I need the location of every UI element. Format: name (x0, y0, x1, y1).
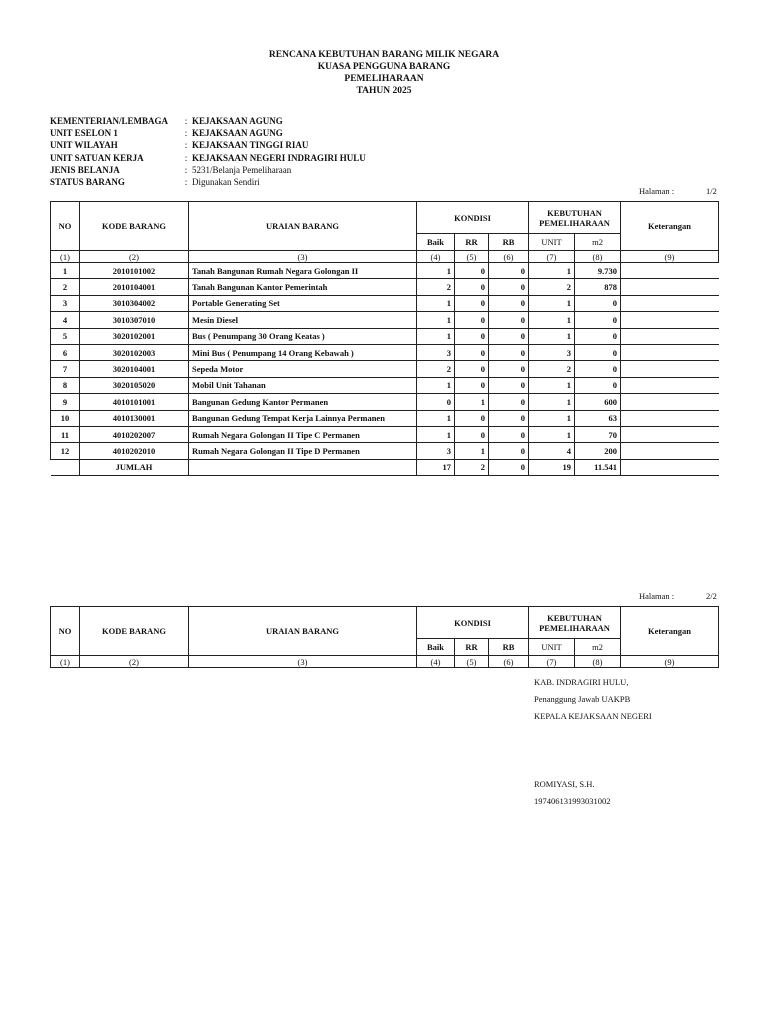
table-body (51, 263, 719, 460)
cell-uraian: Portable Generating Set (189, 295, 417, 311)
col-header-kode: KODE BARANG (80, 607, 189, 656)
cell-unit: 1 (529, 295, 575, 311)
cell-rr: 1 (455, 394, 489, 410)
cell-m2: 0 (575, 377, 621, 393)
cell-no: 7 (51, 361, 80, 377)
signature-nip: 197406131993031002 (534, 796, 611, 806)
cell-kode: 4010101001 (80, 394, 189, 410)
cell-rb: 0 (489, 263, 529, 279)
info-value: KEJAKSAAN AGUNG (192, 116, 283, 126)
cell-m2: 0 (575, 328, 621, 344)
col-header-kondisi: KONDISI (417, 202, 529, 234)
cell-baik: 1 (417, 295, 455, 311)
cell-no: 5 (51, 328, 80, 344)
cell-unit: 1 (529, 377, 575, 393)
cell-rr: 0 (455, 263, 489, 279)
col-header-no: NO (51, 202, 80, 251)
cell-rb: 0 (489, 279, 529, 295)
cell-kode: 2010101002 (80, 263, 189, 279)
cell-keterangan (621, 279, 719, 295)
cell-unit: 1 (529, 410, 575, 426)
cell-unit: 1 (529, 394, 575, 410)
cell-unit: 4 (529, 443, 575, 459)
col-header-kebutuhan: KEBUTUHAN PEMELIHARAAN (529, 607, 621, 639)
cell-rb: 0 (489, 295, 529, 311)
info-value: KEJAKSAAN AGUNG (192, 128, 283, 139)
document-title (0, 49, 768, 97)
cell-m2: 878 (575, 279, 621, 295)
cell-m2: 600 (575, 394, 621, 410)
table-row (51, 410, 719, 426)
cell-rb: 0 (489, 312, 529, 328)
signature-position: KEPALA KEJAKSAAN NEGERI (534, 711, 652, 721)
cell-rb: 0 (489, 377, 529, 393)
cell-unit: 1 (529, 263, 575, 279)
total-unit: 19 (529, 459, 575, 475)
cell-unit: 1 (529, 328, 575, 344)
table-row (51, 394, 719, 410)
cell-rb: 0 (489, 361, 529, 377)
cell-unit: 2 (529, 279, 575, 295)
title-line-2: KUASA PENGGUNA BARANG (317, 62, 451, 72)
table-row (51, 426, 719, 442)
cell-no: 11 (51, 426, 80, 442)
cell-m2: 0 (575, 312, 621, 328)
cell-keterangan (621, 361, 719, 377)
cell-m2: 0 (575, 344, 621, 360)
info-key: UNIT ESELON 1 (50, 128, 118, 139)
cell-m2: 0 (575, 295, 621, 311)
cell-uraian: Bangunan Gedung Kantor Permanen (189, 394, 417, 410)
cell-baik: 1 (417, 410, 455, 426)
info-row-kementerian: KEMENTERIAN/LEMBAGA : KEJAKSAAN AGUNG (50, 116, 283, 126)
cell-uraian: Tanah Bangunan Kantor Pemerintah (189, 279, 417, 295)
cell-m2: 63 (575, 410, 621, 426)
cell-baik: 3 (417, 344, 455, 360)
cell-kode: 2010104001 (80, 279, 189, 295)
cell-kode: 3020104001 (80, 361, 189, 377)
table-row (51, 279, 719, 295)
info-row-wilayah: UNIT WILAYAH : KEJAKSAAN TINGGI RIAU (50, 140, 309, 151)
cell-uraian: Rumah Negara Golongan II Tipe D Permanen (189, 443, 417, 459)
cell-no: 4 (51, 312, 80, 328)
cell-keterangan (621, 263, 719, 279)
col-header-kebutuhan: KEBUTUHAN PEMELIHARAAN (529, 202, 621, 234)
cell-unit: 2 (529, 361, 575, 377)
cell-unit: 1 (529, 426, 575, 442)
asset-table-page-1 (50, 201, 719, 476)
header-row (51, 607, 719, 639)
signature-role: Penanggung Jawab UAKPB (534, 694, 631, 704)
cell-keterangan (621, 295, 719, 311)
cell-unit: 1 (529, 312, 575, 328)
cell-baik: 2 (417, 361, 455, 377)
cell-rr: 0 (455, 328, 489, 344)
col-header-baik: Baik (417, 639, 455, 656)
col-header-m2: m2 (575, 234, 621, 251)
col-header-keterangan: Keterangan (621, 202, 719, 251)
cell-rr: 0 (455, 377, 489, 393)
cell-m2: 200 (575, 443, 621, 459)
cell-uraian: Rumah Negara Golongan II Tipe C Permanen (189, 426, 417, 442)
asset-table-page-2 (50, 606, 719, 668)
col-header-rr: RR (455, 234, 489, 251)
table-row (51, 295, 719, 311)
cell-uraian: Bangunan Gedung Tempat Kerja Lainnya Permanen (189, 410, 417, 426)
cell-m2: 9.730 (575, 263, 621, 279)
info-row-status-barang: STATUS BARANG : Digunakan Sendiri (50, 177, 260, 188)
col-header-keterangan: Keterangan (621, 607, 719, 656)
header-info (50, 115, 366, 188)
cell-no: 1 (51, 263, 80, 279)
table-row (51, 443, 719, 459)
header-row (51, 202, 719, 234)
cell-rr: 0 (455, 279, 489, 295)
cell-no: 6 (51, 344, 80, 360)
cell-rb: 0 (489, 394, 529, 410)
cell-uraian: Mini Bus ( Penumpang 14 Orang Kebawah ) (189, 344, 417, 360)
cell-no: 8 (51, 377, 80, 393)
title-line-3: PEMELIHARAAN (344, 74, 424, 84)
col-header-rb: RB (489, 639, 529, 656)
table-row (51, 263, 719, 279)
cell-rb: 0 (489, 344, 529, 360)
col-header-kondisi: KONDISI (417, 607, 529, 639)
signature-block (534, 674, 652, 810)
info-key: UNIT WILAYAH (50, 140, 118, 151)
table-row (51, 377, 719, 393)
cell-keterangan (621, 344, 719, 360)
col-header-baik: Baik (417, 234, 455, 251)
col-header-rb: RB (489, 234, 529, 251)
col-header-m2: m2 (575, 639, 621, 656)
cell-uraian: Tanah Bangunan Rumah Negara Golongan II (189, 263, 417, 279)
signature-name: ROMIYASI, S.H. (534, 779, 595, 789)
total-rr: 2 (455, 459, 489, 475)
title-line-4: TAHUN 2025 (356, 86, 412, 96)
cell-baik: 0 (417, 394, 455, 410)
col-header-kode: KODE BARANG (80, 202, 189, 251)
info-key: UNIT SATUAN KERJA (50, 152, 144, 163)
cell-baik: 3 (417, 443, 455, 459)
cell-kode: 3020102001 (80, 328, 189, 344)
info-row-eselon: UNIT ESELON 1 : KEJAKSAAN AGUNG (50, 128, 283, 139)
cell-no: 3 (51, 295, 80, 311)
table-row (51, 328, 719, 344)
cell-kode: 3010304002 (80, 295, 189, 311)
cell-m2: 0 (575, 361, 621, 377)
cell-no: 10 (51, 410, 80, 426)
col-header-uraian: URAIAN BARANG (189, 607, 417, 656)
col-header-uraian: URAIAN BARANG (189, 202, 417, 251)
cell-rb: 0 (489, 410, 529, 426)
cell-no: 2 (51, 279, 80, 295)
halaman-label: Halaman : (639, 186, 675, 196)
cell-keterangan (621, 312, 719, 328)
cell-kode: 4010202007 (80, 426, 189, 442)
cell-kode: 3010307010 (80, 312, 189, 328)
cell-rr: 1 (455, 443, 489, 459)
info-key: KEMENTERIAN/LEMBAGA (50, 116, 169, 126)
info-value: KEJAKSAAN NEGERI INDRAGIRI HULU (192, 152, 366, 163)
cell-unit: 3 (529, 344, 575, 360)
info-value: Digunakan Sendiri (192, 177, 260, 188)
table-row (51, 312, 719, 328)
table-row (51, 361, 719, 377)
cell-baik: 1 (417, 312, 455, 328)
cell-kode: 3020102003 (80, 344, 189, 360)
cell-uraian: Mesin Diesel (189, 312, 417, 328)
cell-m2: 70 (575, 426, 621, 442)
cell-baik: 2 (417, 279, 455, 295)
halaman-label: Halaman : (639, 591, 675, 601)
col-header-no: NO (51, 607, 80, 656)
cell-kode: 4010202010 (80, 443, 189, 459)
col-header-unit: UNIT (529, 639, 575, 656)
info-key: STATUS BARANG (50, 177, 125, 188)
cell-baik: 1 (417, 377, 455, 393)
table-row (51, 344, 719, 360)
cell-uraian: Mobil Unit Tahanan (189, 377, 417, 393)
column-number-row: (1) (2) (3) (4) (5) (6) (7) (8) (9) (51, 656, 719, 668)
cell-uraian: Sepeda Motor (189, 361, 417, 377)
cell-kode: 3020105020 (80, 377, 189, 393)
cell-keterangan (621, 410, 719, 426)
info-row-satuan-kerja: UNIT SATUAN KERJA : KEJAKSAAN NEGERI INDRAGIRI HULU (50, 152, 366, 163)
cell-rr: 0 (455, 312, 489, 328)
info-key: JENIS BELANJA (50, 164, 120, 175)
cell-keterangan (621, 443, 719, 459)
cell-rr: 0 (455, 426, 489, 442)
col-header-unit: UNIT (529, 234, 575, 251)
cell-no: 12 (51, 443, 80, 459)
total-label: JUMLAH (80, 459, 189, 475)
info-value: KEJAKSAAN TINGGI RIAU (192, 140, 309, 151)
halaman-value: 1/2 (706, 186, 717, 196)
cell-keterangan (621, 426, 719, 442)
cell-uraian: Bus ( Penumpang 30 Orang Keatas ) (189, 328, 417, 344)
cell-kode: 4010130001 (80, 410, 189, 426)
total-m2: 11.541 (575, 459, 621, 475)
column-number-row: (1) (2) (3) (4) (5) (6) (7) (8) (9) (51, 251, 719, 263)
cell-rb: 0 (489, 328, 529, 344)
cell-keterangan (621, 328, 719, 344)
total-rb: 0 (489, 459, 529, 475)
cell-no: 9 (51, 394, 80, 410)
cell-rr: 0 (455, 344, 489, 360)
cell-keterangan (621, 394, 719, 410)
title-line-1: RENCANA KEBUTUHAN BARANG MILIK NEGARA (268, 50, 500, 60)
col-header-rr: RR (455, 639, 489, 656)
cell-baik: 1 (417, 263, 455, 279)
total-row (51, 459, 719, 475)
total-baik: 17 (417, 459, 455, 475)
signature-place: KAB. INDRAGIRI HULU, (534, 677, 629, 687)
cell-baik: 1 (417, 426, 455, 442)
cell-baik: 1 (417, 328, 455, 344)
cell-rr: 0 (455, 295, 489, 311)
cell-rr: 0 (455, 410, 489, 426)
cell-keterangan (621, 377, 719, 393)
cell-rb: 0 (489, 443, 529, 459)
info-row-jenis-belanja: JENIS BELANJA : 5231/Belanja Pemeliharaan (50, 164, 292, 175)
info-value: 5231/Belanja Pemeliharaan (192, 164, 292, 175)
cell-rb: 0 (489, 426, 529, 442)
cell-rr: 0 (455, 361, 489, 377)
halaman-value: 2/2 (706, 591, 717, 601)
